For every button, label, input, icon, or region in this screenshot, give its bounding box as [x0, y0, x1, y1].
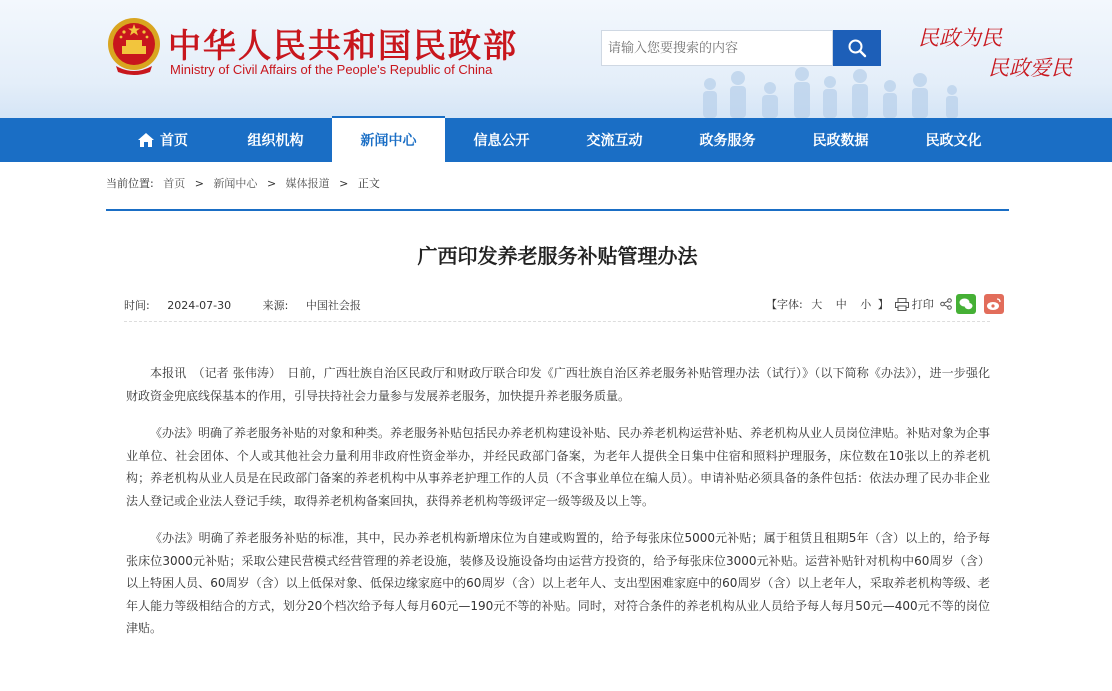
site-title-chinese: 中华人民共和国民政部 [168, 26, 518, 65]
font-size-close: 】 [877, 298, 889, 311]
breadcrumb-label: 当前位置: [106, 177, 154, 190]
nav-item-label: 信息公开 [473, 133, 530, 149]
breadcrumb-item-home[interactable]: 首页 [163, 177, 186, 190]
breadcrumb-separator: > [194, 177, 204, 190]
nav-item-label: 民政文化 [925, 133, 982, 149]
nav-item-label: 民政数据 [812, 133, 869, 149]
wechat-share-button[interactable] [956, 294, 976, 314]
search-input[interactable] [602, 31, 828, 65]
breadcrumb-item-media[interactable]: 媒体报道 [285, 177, 330, 190]
article-meta [124, 297, 389, 313]
font-medium-button[interactable]: 中 [835, 298, 847, 311]
weibo-icon [984, 294, 1004, 314]
article-body [126, 362, 990, 655]
printer-icon [895, 298, 909, 311]
main-nav [0, 118, 1112, 162]
breadcrumb-separator: > [339, 177, 349, 190]
nav-item-label: 组织机构 [247, 133, 304, 149]
nav-item-organization[interactable] [219, 118, 332, 162]
national-emblem-logo [106, 16, 162, 78]
people-silhouette-decoration [690, 62, 990, 118]
font-small-button[interactable]: 小 [860, 298, 872, 311]
print-label: 打印 [911, 298, 934, 311]
publish-time: 2024-07-30 [167, 299, 232, 312]
nav-item-news-center[interactable] [332, 116, 445, 162]
time-label: 时间: [124, 299, 150, 312]
article-paragraph: 《办法》明确了养老服务补贴的对象和种类。养老服务补贴包括民办养老机构建设补贴、民办养老机构运营补贴、养老机构从业人员岗位津贴。补贴对象为企事业单位、社会团体、个人或其他社会力量利用非政府性资金举办，并经民政部门备案，为老年人提供全日集中住宿和照料护理服务，床位数在10张以上的养老机构；养老机构从业人员是在民政部门备案的养老机构中从事养老护理工作的人员（不含事业单位在编人员）。申请补贴必须具备的条件包括：依法办理了民办非企业法人登记或企业法人登记手续，取得养老机构备案回执，获得养老机构等级评定一级等级及以上等。 [126, 426, 991, 508]
breadcrumb [106, 175, 386, 191]
article-source: 中国社会报 [305, 299, 361, 312]
font-size-label: 【字体: [766, 298, 803, 311]
site-header [0, 0, 1112, 118]
nav-item-home[interactable] [106, 118, 219, 162]
nav-item-label: 政务服务 [699, 133, 756, 149]
article-title: 广西印发养老服务补贴管理办法 [417, 244, 698, 268]
article-paragraph: 本报讯 （记者 张伟涛） 日前，广西壮族自治区民政厅和财政厅联合印发《广西壮族自治区养老服务补贴管理办法（试行）》（以下简称《办法》），进一步强化财政资金兜底线保基本的作用，引导扶持社会力量参与发展养老服务，加快提升养老服务质量。 [126, 366, 990, 403]
nav-item-label: 新闻中心 [360, 133, 417, 149]
font-size-control [766, 296, 889, 312]
wechat-icon [956, 294, 976, 314]
nav-item-interaction[interactable] [558, 118, 671, 162]
nav-item-label: 首页 [160, 133, 188, 149]
slogan-line2: 民政爱民 [988, 56, 1072, 80]
breadcrumb-item-current: 正文 [357, 177, 380, 190]
slogan-line1: 民政为民 [918, 26, 1002, 50]
breadcrumb-divider [106, 209, 1009, 211]
nav-item-civil-culture[interactable] [897, 118, 1010, 162]
search-button[interactable] [833, 30, 881, 66]
nav-item-gov-services[interactable] [671, 118, 784, 162]
print-button[interactable] [895, 296, 934, 312]
article-paragraph: 《办法》明确了养老服务补贴的标准，其中，民办养老机构新增床位为自建或购置的，给予每张床位5000元补贴；属于租赁且租期5年（含）以上的，给予每张床位3000元补贴；采取公建民营模式经营管理的养老设施，装修及设施设备均由运营方投资的，给予每张床位3000元补贴。运营补贴针对机构中60周岁（含）以上特困人员、60周岁（含）以上低保对象、低保边缘家庭中的60周岁（含）以上老年人、支出型困难家庭中的60周岁（含）以上老年人，采取养老机构等级、老年人能力等级相结合的方式，划分20个档次给予每人每月60元—190元不等的补贴。同时，对符合条件的养老机构从业人员给予每人每月50元—400元不等的岗位津贴。 [126, 531, 990, 635]
search-icon [847, 38, 867, 58]
weibo-share-button[interactable] [984, 294, 1004, 314]
site-title-english: Ministry of Civil Affairs of the People's Republic of China [170, 62, 493, 77]
article-tools [766, 294, 1004, 314]
breadcrumb-item-news[interactable]: 新闻中心 [213, 177, 258, 190]
share-button[interactable] [940, 298, 952, 310]
meta-divider [124, 321, 990, 322]
share-icon [940, 298, 952, 310]
nav-item-label: 交流互动 [586, 133, 643, 149]
nav-item-civil-data[interactable] [784, 118, 897, 162]
nav-item-info-disclosure[interactable] [445, 118, 558, 162]
home-icon [137, 132, 155, 148]
font-large-button[interactable]: 大 [811, 298, 823, 311]
source-label: 来源: [262, 299, 289, 312]
breadcrumb-separator: > [266, 177, 277, 190]
search-box [601, 30, 833, 66]
